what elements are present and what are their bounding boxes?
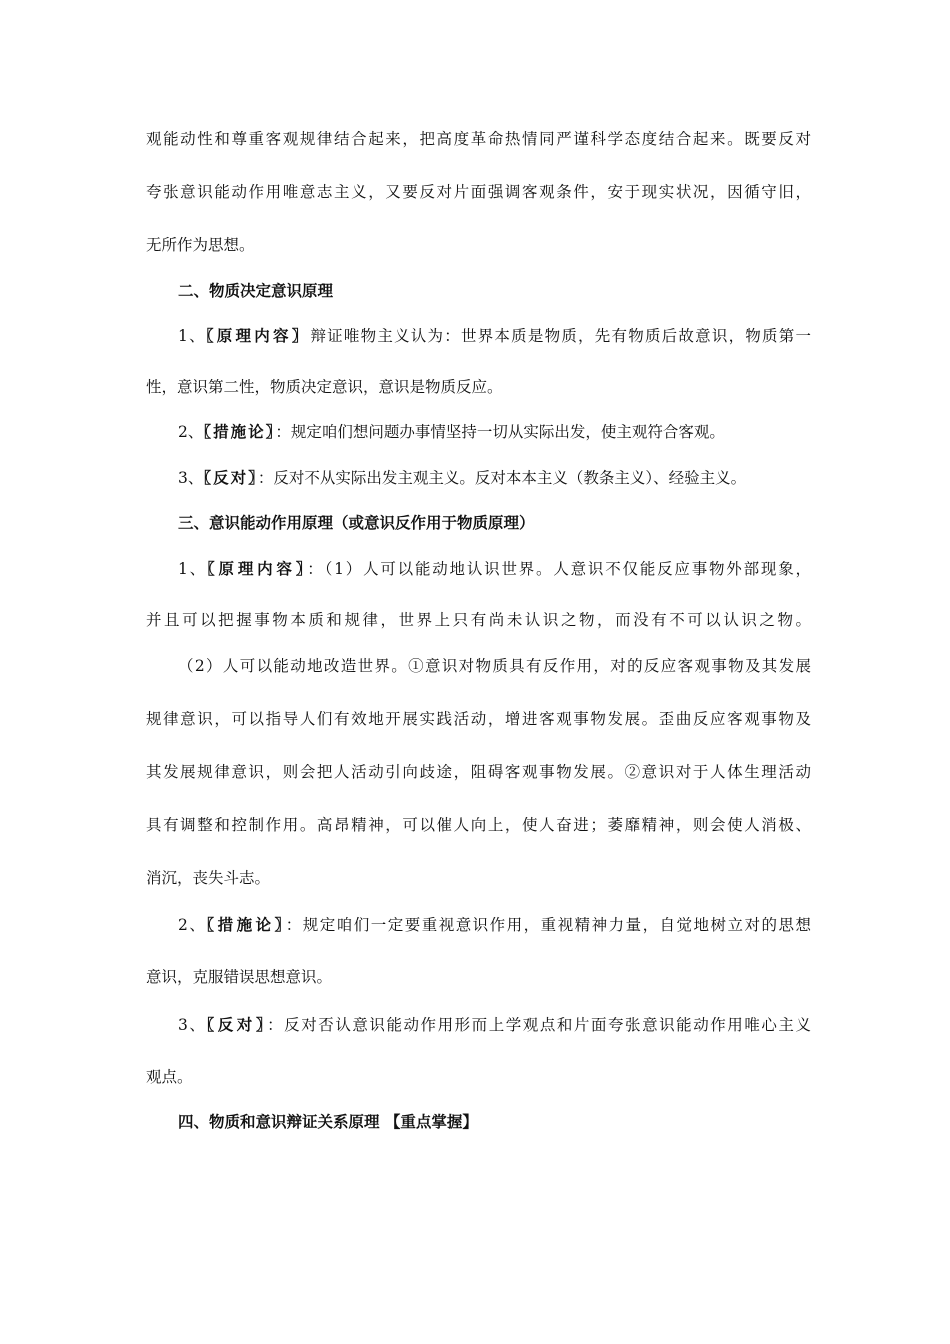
bracket-tag: 〖原理内容〗 bbox=[206, 559, 308, 578]
item-text: ：反对不从实际出发主观主义。反对本本主义（教条主义）、经验主义。 bbox=[257, 469, 747, 487]
paragraph-line bbox=[178, 558, 811, 580]
bracket-tag: 〖措施论〗 bbox=[203, 422, 276, 441]
item-number: 2、 bbox=[178, 423, 204, 441]
paragraph-line: 并且可以把握事物本质和规律，世界上只有尚未认识之物，而没有不可以认识之物。 bbox=[146, 611, 811, 629]
item-number: 3、 bbox=[178, 469, 204, 487]
paragraph-line: 其发展规律意识，则会把人活动引向歧途，阻碍客观事物发展。②意识对于人体生理活动 bbox=[146, 763, 811, 781]
paragraph-line bbox=[178, 1014, 811, 1036]
item-text: 辩证唯物主义认为：世界本质是物质，先有物质后故意识，物质第一 bbox=[310, 327, 811, 345]
paragraph-line bbox=[178, 325, 811, 347]
paragraph-line: 夸张意识能动作用唯意志主义，又要反对片面强调客观条件，安于现实状况，因循守旧， bbox=[146, 183, 811, 201]
bracket-tag: 〖原理内容〗 bbox=[205, 326, 311, 345]
item-number: 3、 bbox=[178, 1016, 207, 1034]
item-text: ：（1）人可以能动地认识世界。人意识不仅能反应事物外部现象， bbox=[307, 560, 811, 578]
paragraph-line: 意识，克服错误思想意识。 bbox=[146, 968, 333, 986]
item-number: 2、 bbox=[178, 916, 207, 934]
section-heading-3: 三、意识能动作用原理（或意识反作用于物质原理） bbox=[178, 513, 535, 532]
item-text: ：规定咱们一定要重视意识作用，重视精神力量，自觉地树立对的思想 bbox=[285, 916, 811, 934]
section-heading-4: 四、物质和意识辩证关系原理 【重点掌握】 bbox=[178, 1112, 478, 1131]
item-number: 1、 bbox=[178, 327, 206, 345]
item-text: ：规定咱们想问题办事情坚持一切从实际出发，使主观符合客观。 bbox=[275, 423, 725, 441]
bracket-tag: 〖反对〗 bbox=[203, 468, 258, 487]
paragraph-line: 规律意识，可以指导人们有效地开展实践活动，增进客观事物发展。歪曲反应客观事物及 bbox=[146, 710, 811, 728]
section-heading-2: 二、物质决定意识原理 bbox=[178, 281, 334, 300]
bracket-tag: 〖措施论〗 bbox=[206, 915, 286, 934]
paragraph-line: 具有调整和控制作用。高昂精神，可以催人向上，使人奋进；萎靡精神，则会使人消极、 bbox=[146, 816, 811, 834]
bracket-tag: 〖反对〗 bbox=[206, 1015, 268, 1034]
item-text: ：反对否认意识能动作用形而上学观点和片面夸张意识能动作用唯心主义 bbox=[267, 1016, 811, 1034]
paragraph-line bbox=[178, 421, 811, 443]
paragraph-line bbox=[178, 467, 811, 489]
paragraph-line: （2）人可以能动地改造世界。①意识对物质具有反作用，对的反应客观事物及其发展 bbox=[178, 657, 811, 675]
paragraph-line bbox=[178, 914, 811, 936]
paragraph-line: 观能动性和尊重客观规律结合起来，把高度革命热情同严谨科学态度结合起来。既要反对 bbox=[146, 130, 811, 148]
item-number: 1、 bbox=[178, 560, 207, 578]
paragraph-line: 无所作为思想。 bbox=[146, 236, 255, 254]
paragraph-line: 消沉，丧失斗志。 bbox=[146, 869, 271, 887]
paragraph-line: 性，意识第二性，物质决定意识，意识是物质反应。 bbox=[146, 378, 503, 396]
paragraph-line: 观点。 bbox=[146, 1068, 193, 1086]
